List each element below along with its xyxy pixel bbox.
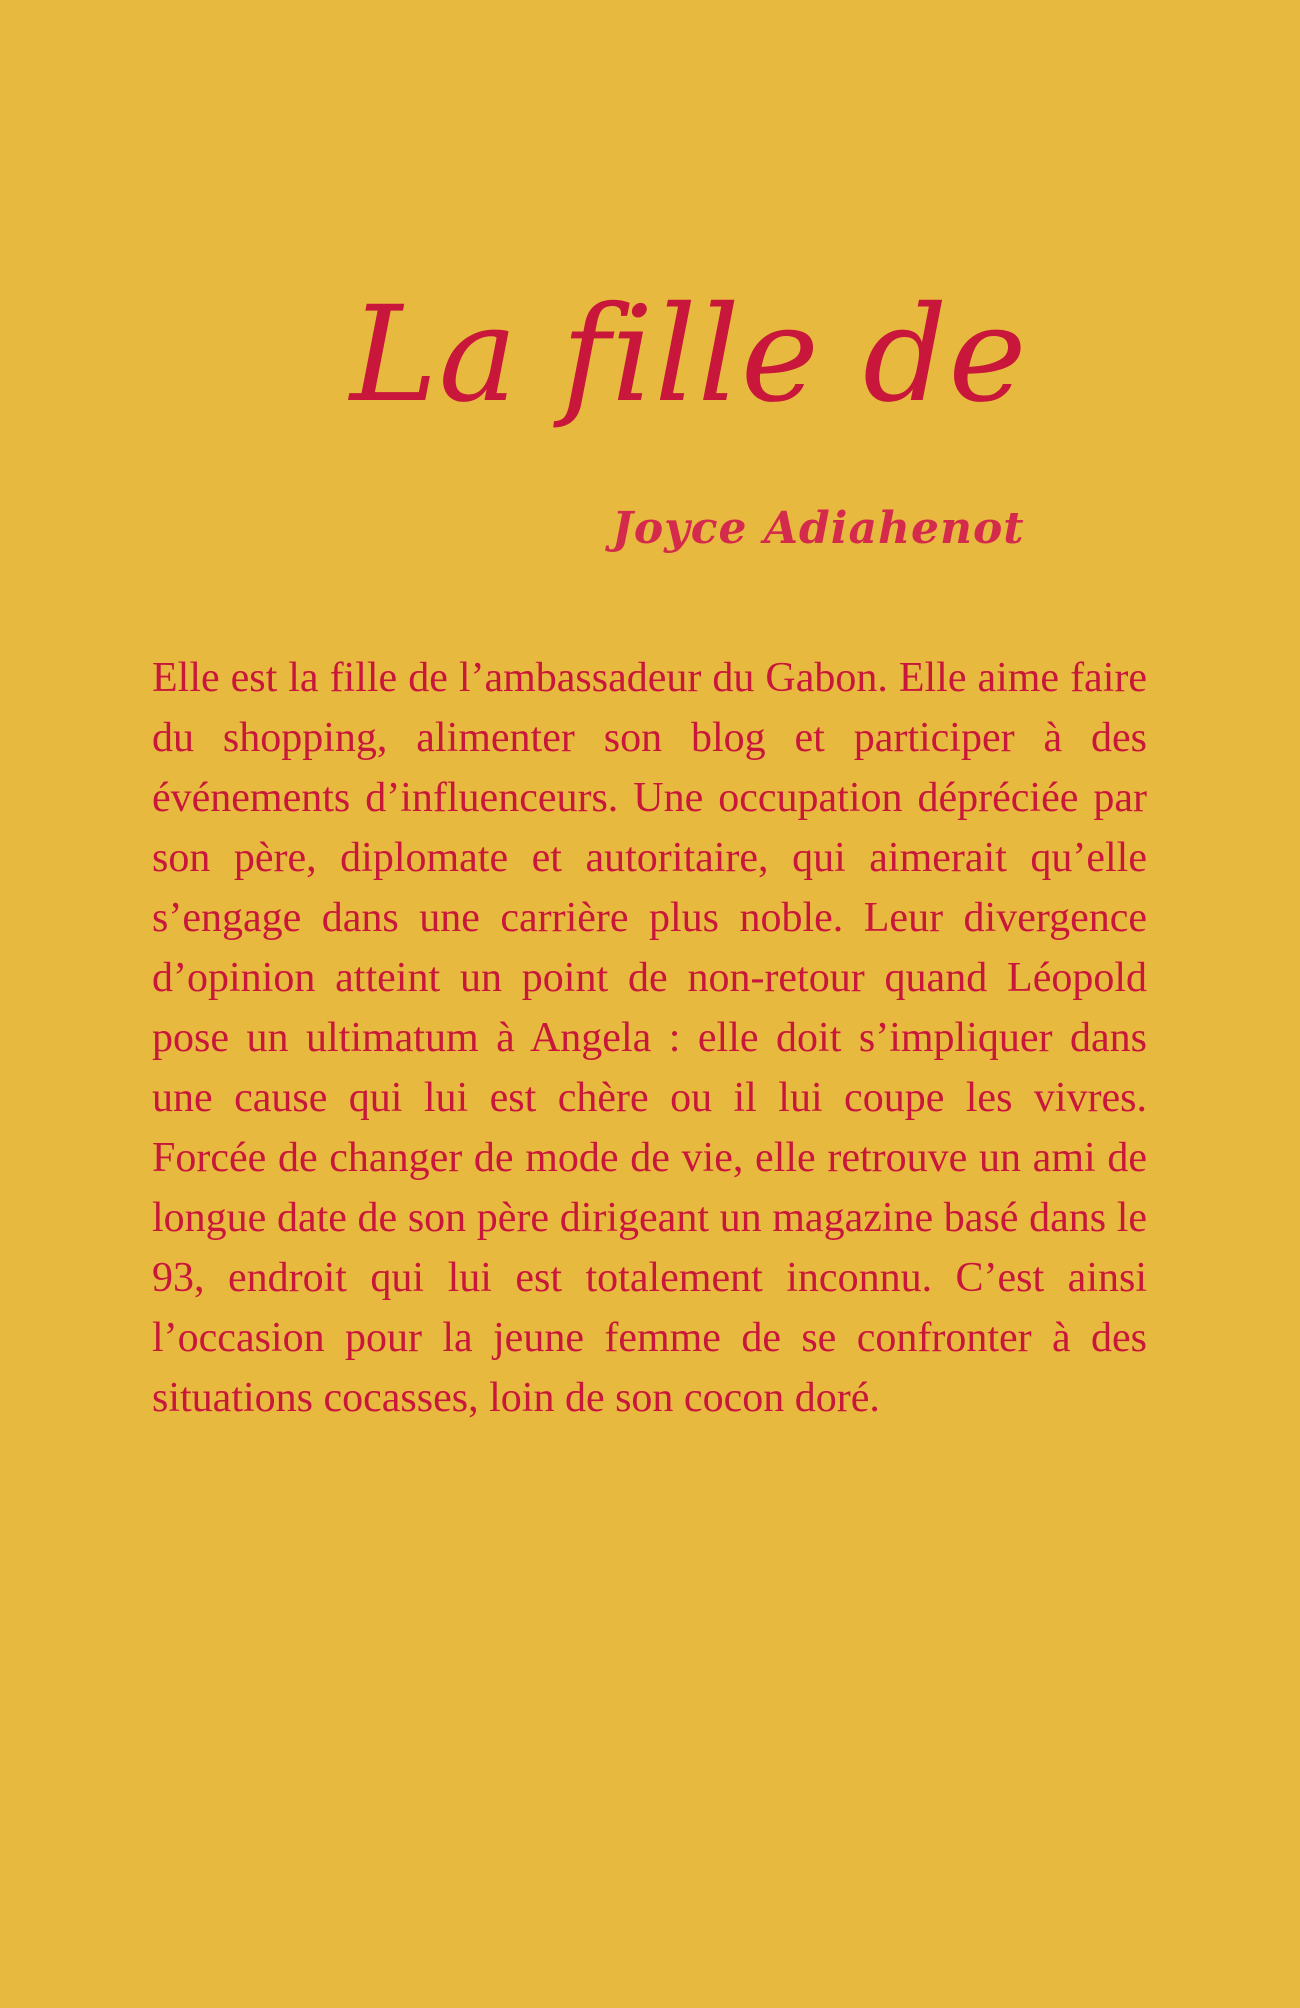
author-name: Joyce Adiahenot — [612, 503, 1025, 554]
summary-text: Elle est la fille de l’ambassadeur du Gabon. Elle aime faire du shopping, alimenter son blog et participer à des événements d’influenceurs. Une occupation dépréciée par son père, diplomate et autoritaire, qui aimerait qu’elle s’engage dans une carrière plus noble. Leur divergence d’opinion atteint un point de non-retour quand Léopold pose un ultimatum à Angela : elle doit s’impliquer dans une cause qui lui est chère ou il lui coupe les vivres. Forcée de changer de mode de vie, elle retrouve un ami de longue date de son père dirigeant un magazine basé dans le 93, endroit qui lui est totalement inconnu. C’est ainsi l’occasion pour la jeune femme de se confronter à des situations cocasses, loin de son cocon doré. — [152, 655, 1147, 1421]
book-summary — [152, 648, 1147, 1678]
book-title: La fille de — [350, 278, 1028, 432]
